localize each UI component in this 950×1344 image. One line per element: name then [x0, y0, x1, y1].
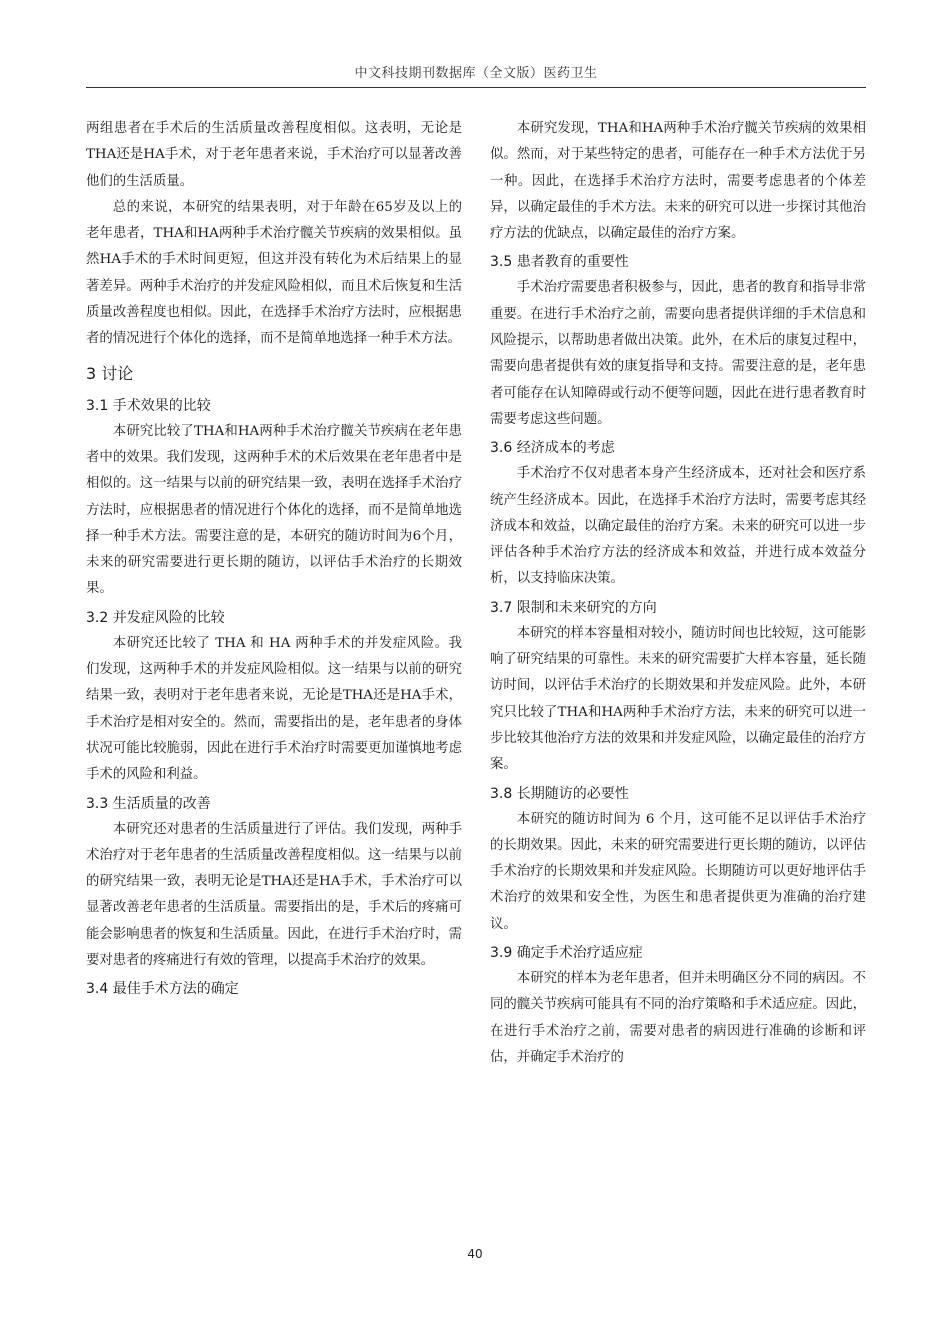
subsection-title-3-9: 3.9 确定手术治疗适应症 — [490, 945, 643, 962]
left-column — [86, 116, 462, 1002]
paragraph: 两组患者在手术后的生活质量改善程度相似。这表明，无论是THA还是HA手术，对于老年患者来说，手术治疗可以显著改善他们的生活质量。 — [86, 121, 462, 189]
paragraph: 本研究还对患者的生活质量进行了评估。我们发现，两种手术治疗对于老年患者的生活质量改善程度相似。这一结果与以前的研究结果一致，表明无论是THA还是HA手术，手术治疗可以显著改善老年患者的生活质量。需要指出的是，手术后的疼痛可能会影响患者的恢复和生活质量。因此，在进行手术治疗时，需要对患者的疼痛进行有效的管理，以提高手术治疗的效果。 — [86, 821, 462, 969]
paragraph: 手术治疗需要患者积极参与，因此，患者的教育和指导非常重要。在进行手术治疗之前，需要向患者提供详细的手术信息和风险提示，以帮助患者做出决策。此外，在术后的康复过程中，需要向患者提供有效的康复指导和支持。需要注意的是，老年患者可能存在认知障碍或行动不便等问题，因此在进行患者教育时需要考虑这些问题。 — [490, 280, 866, 427]
page-number: 40 — [467, 1247, 483, 1261]
subsection-title-3-6: 3.6 经济成本的考虑 — [490, 440, 615, 457]
header-rule — [86, 87, 866, 88]
paragraph: 本研究还比较了 THA 和 HA 两种手术的并发症风险。我们发现，这两种手术的并发症风险相似。这一结果与以前的研究结果一致，表明对于老年患者来说，无论是THA还是HA手术，手术治疗是相对安全的。然而，需要指出的是，老年患者的身体状况可能比较脆弱，因此在进行手术治疗时需要更加谨慎地考虑手术的风险和利益。 — [86, 635, 462, 783]
paragraph: 本研究发现，THA和HA两种手术治疗髋关节疾病的效果相似。然而，对于某些特定的患者，可能存在一种手术方法优于另一种。因此，在选择手术治疗方法时，需要考虑患者的个体差异，以确定最佳的手术方法。未来的研究可以进一步探讨其他治疗方法的优缺点，以确定最佳的治疗方案。 — [490, 121, 866, 242]
journal-header: 中文科技期刊数据库（全文版）医药卫生 — [354, 66, 598, 81]
subsection-title-3-1: 3.1 手术效果的比较 — [86, 397, 211, 414]
paragraph: 本研究比较了THA和HA两种手术治疗髋关节疾病在老年患者中的效果。我们发现，这两种手术的术后效果在老年患者中是相似的。这一结果与以前的研究结果一致，表明在选择手术治疗方法时，应根据患者的情况进行个体化的选择，而不是简单地选择一种手术方法。需要注意的是，本研究的随访时间为6个月，未来的研究需要进行更长期的随访，以评估手术治疗的长期效果。 — [86, 423, 462, 597]
subsection-title-3-5: 3.5 患者教育的重要性 — [490, 254, 629, 271]
section-title-discussion: 3 讨论 — [86, 363, 134, 383]
subsection-title-3-4: 3.4 最佳手术方法的确定 — [86, 981, 239, 998]
paragraph: 本研究的样本为老年患者，但并未明确区分不同的病因。不同的髋关节疾病可能具有不同的治疗策略和手术适应症。因此，在进行手术治疗之前，需要对患者的病因进行准确的诊断和评估，并确定手术治疗的 — [490, 971, 866, 1065]
subsection-title-3-3: 3.3 生活质量的改善 — [86, 795, 211, 812]
paragraph: 总的来说，本研究的结果表明，对于年龄在65岁及以上的老年患者，THA和HA两种手术治疗髋关节疾病的效果相似。虽然HA手术的手术时间更短，但这并没有转化为术后结果上的显著差异。两种手术治疗的并发症风险相似，而且术后恢复和生活质量改善程度也相似。因此，在选择手术治疗方法时，应根据患者的情况进行个体化的选择，而不是简单地选择一种手术方法。 — [86, 199, 462, 347]
paragraph: 本研究的样本容量相对较小，随访时间也比较短，这可能影响了研究结果的可靠性。未来的研究需要扩大样本容量，延长随访时间，以评估手术治疗的长期效果和并发症风险。此外，本研究只比较了THA和HA两种手术治疗方法，未来的研究可以进一步比较其他治疗方法的效果和并发症风险，以确定最佳的治疗方案。 — [490, 625, 866, 773]
right-column — [490, 116, 866, 1071]
paragraph: 本研究的随访时间为 6 个月，这可能不足以评估手术治疗的长期效果。因此，未来的研究需要进行更长期的随访，以评估手术治疗的长期效果和并发症风险。长期随访可以更好地评估手术治疗的效果和安全性，为医生和患者提供更为准确的治疗建议。 — [490, 811, 866, 932]
paragraph: 手术治疗不仅对患者本身产生经济成本，还对社会和医疗系统产生经济成本。因此，在选择手术治疗方法时，需要考虑其经济成本和效益，以确定最佳的治疗方案。未来的研究可以进一步评估各种手术治疗方法的经济成本和效益，并进行成本效益分析，以支持临床决策。 — [490, 466, 866, 587]
subsection-title-3-7: 3.7 限制和未来研究的方向 — [490, 599, 657, 616]
subsection-title-3-2: 3.2 并发症风险的比较 — [86, 609, 225, 626]
subsection-title-3-8: 3.8 长期随访的必要性 — [490, 785, 629, 802]
